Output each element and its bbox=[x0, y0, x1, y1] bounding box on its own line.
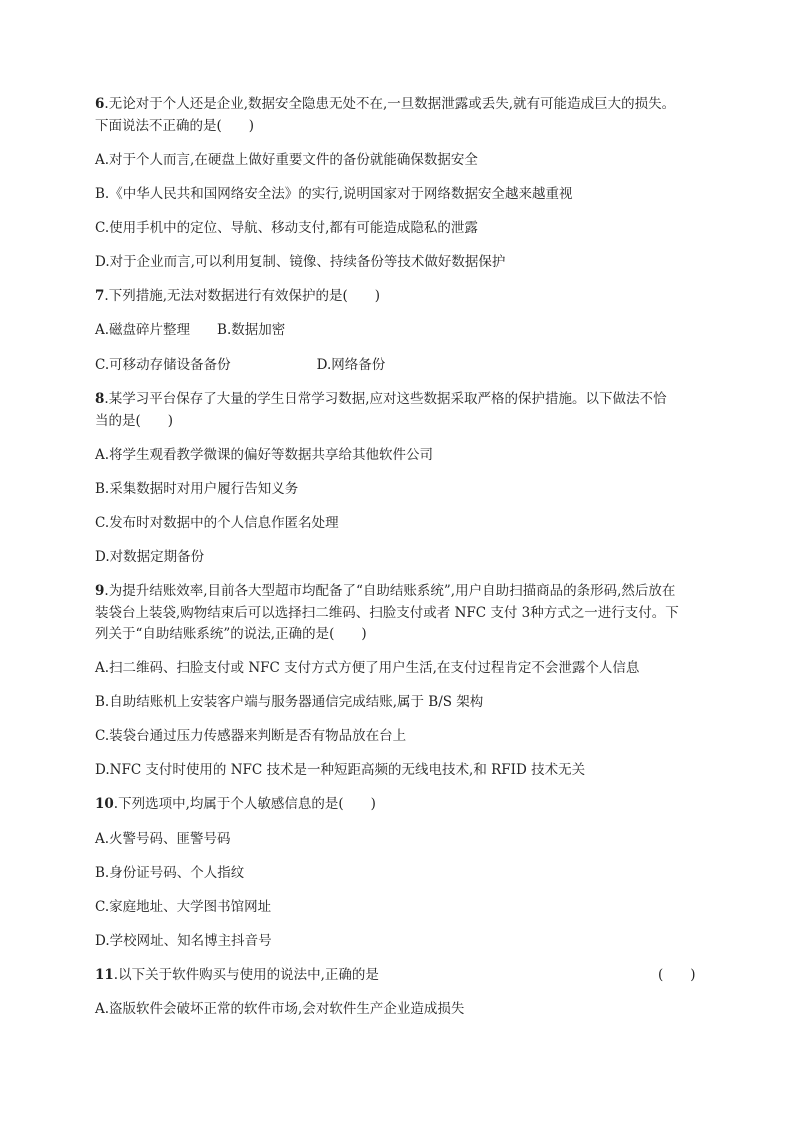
question-7-option-a: A.磁盘碎片整理 bbox=[95, 322, 191, 338]
question-9-option-b: B.自助结账机上安装客户端与服务器通信完成结账,属于 B/S 架构 bbox=[95, 694, 484, 710]
question-10-option-a: A.火警号码、匪警号码 bbox=[95, 831, 231, 847]
question-9-option-d: D.NFC 支付时使用的 NFC 技术是一种短距高频的无线电技术,和 RFID 技术无关 bbox=[95, 762, 586, 778]
question-7-options-row-2 bbox=[95, 355, 385, 375]
question-number: 7 bbox=[95, 288, 105, 304]
question-8-option-d: D.对数据定期备份 bbox=[95, 549, 205, 565]
question-9-option-a: A.扫二维码、扫脸支付或 NFC 支付方式方便了用户生活,在支付过程肯定不会泄露个人信息 bbox=[95, 660, 640, 676]
question-8-option-c: C.发布时对数据中的个人信息作匿名处理 bbox=[95, 515, 339, 531]
question-6-stem-cont: 下面说法不正确的是( ) bbox=[95, 118, 255, 134]
question-text: .以下关于软件购买与使用的说法中,正确的是 bbox=[113, 967, 379, 983]
question-8-stem bbox=[95, 389, 667, 409]
question-6-option-c: C.使用手机中的定位、导航、移动支付,都有可能造成隐私的泄露 bbox=[95, 220, 478, 236]
question-7-option-d: D.网络备份 bbox=[316, 357, 386, 373]
question-text: .下列选项中,均属于个人敏感信息的是( ) bbox=[113, 796, 376, 812]
question-10-option-b: B.身份证号码、个人指纹 bbox=[95, 865, 245, 881]
question-number: 11 bbox=[95, 967, 114, 983]
question-text: .无论对于个人还是企业,数据安全隐患无处不在,一旦数据泄露或丢失,就有可能造成巨大的损失。 bbox=[104, 96, 676, 112]
question-7-option-b: B.数据加密 bbox=[217, 322, 286, 338]
question-8-option-b: B.采集数据时对用户履行告知义务 bbox=[95, 481, 299, 497]
question-number: 10 bbox=[95, 796, 114, 812]
question-number: 6 bbox=[95, 96, 105, 112]
question-7-stem bbox=[95, 286, 380, 306]
question-9-stem-cont-1: 装袋台上装袋,购物结束后可以选择扫二维码、扫脸支付或者 NFC 支付 3种方式之一进行支付。下 bbox=[95, 605, 679, 621]
question-9-stem bbox=[95, 581, 675, 601]
question-text: .为提升结账效率,目前各大型超市均配备了“自助结账系统”,用户自助扫描商品的条形码,然后放在 bbox=[104, 583, 676, 599]
question-6-option-b: B.《中华人民共和国网络安全法》的实行,说明国家对于网络数据安全越来越重视 bbox=[95, 186, 573, 202]
question-9-stem-cont-2: 列关于“自助结账系统”的说法,正确的是( ) bbox=[95, 626, 367, 642]
question-6-stem bbox=[95, 94, 675, 114]
question-text: .某学习平台保存了大量的学生日常学习数据,应对这些数据采取严格的保护措施。以下做法不恰 bbox=[104, 391, 667, 407]
question-10-option-c: C.家庭地址、大学图书馆网址 bbox=[95, 899, 272, 915]
question-9-option-c: C.装袋台通过压力传感器来判断是否有物品放在台上 bbox=[95, 728, 407, 744]
question-7-options-row-1 bbox=[95, 320, 285, 340]
question-7-option-c: C.可移动存储设备备份 bbox=[95, 357, 231, 373]
question-number: 9 bbox=[95, 583, 105, 599]
question-11-option-a: A.盗版软件会破坏正常的软件市场,会对软件生产企业造成损失 bbox=[95, 1001, 465, 1017]
question-8-stem-cont: 当的是( ) bbox=[95, 413, 174, 429]
question-8-option-a: A.将学生观看教学微课的偏好等数据共享给其他软件公司 bbox=[95, 447, 434, 463]
question-6-option-d: D.对于企业而言,可以利用复制、镜像、持续备份等技术做好数据保护 bbox=[95, 254, 506, 270]
question-10-stem bbox=[95, 794, 376, 814]
question-11-answer-blank: ( ) bbox=[658, 967, 696, 983]
question-10-option-d: D.学校网址、知名博主抖音号 bbox=[95, 933, 272, 949]
question-text: .下列措施,无法对数据进行有效保护的是( ) bbox=[104, 288, 381, 304]
question-6-option-a: A.对于个人而言,在硬盘上做好重要文件的备份就能确保数据安全 bbox=[95, 152, 478, 168]
question-number: 8 bbox=[95, 391, 105, 407]
question-11-stem bbox=[95, 965, 379, 985]
